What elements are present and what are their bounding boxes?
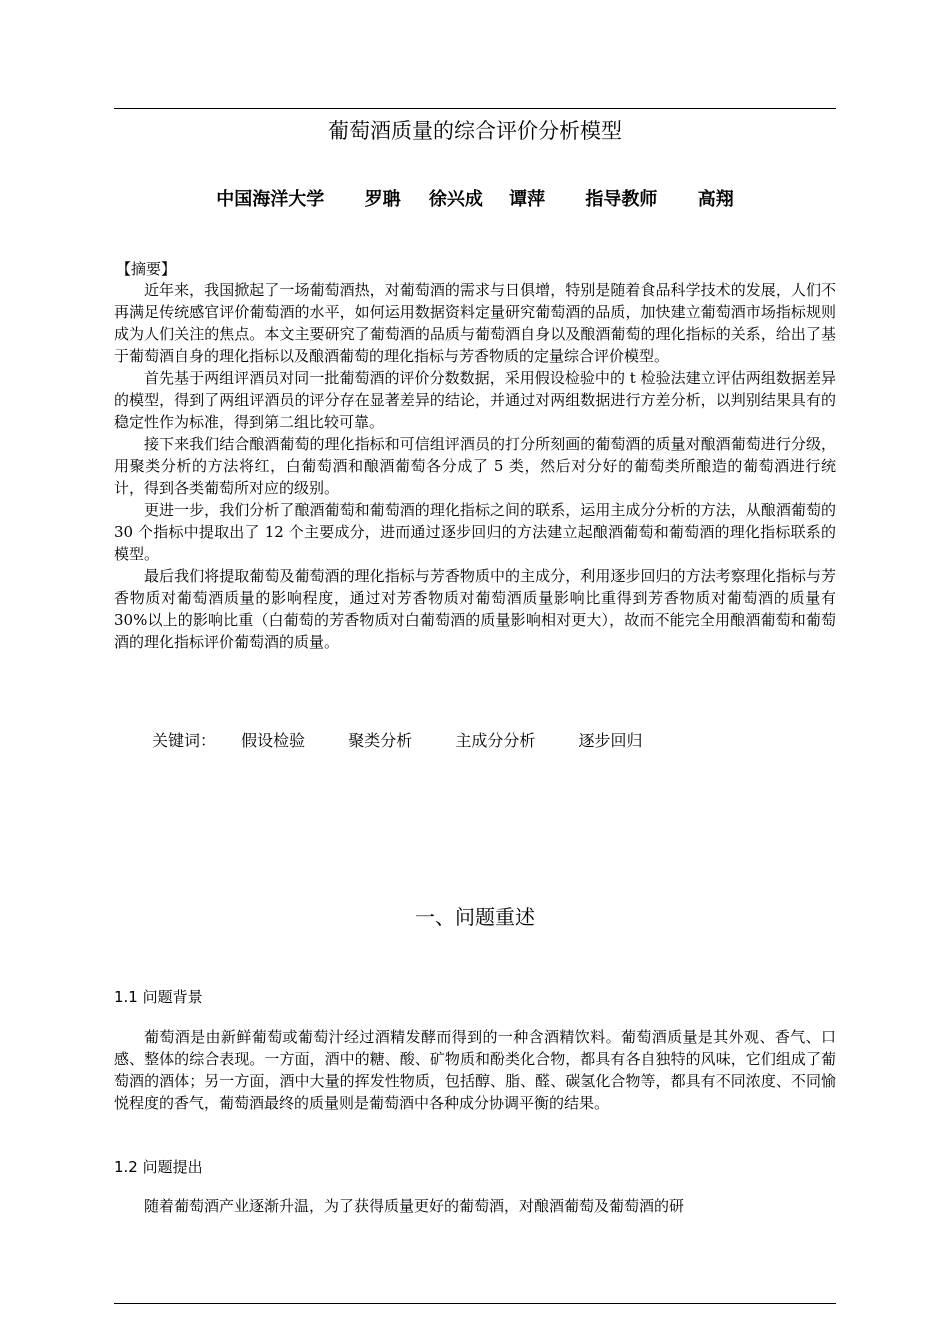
keyword: 聚类分析 (348, 731, 413, 750)
author-name: 徐兴成 (428, 189, 483, 210)
paper-title: 葡萄酒质量的综合评价分析模型 (328, 119, 622, 143)
abstract-paragraph: 近年来，我国掀起了一场葡萄酒热，对葡萄酒的需求与日俱增，特别是随着食品科学技术的发展，人们不再满足传统感官评价葡萄酒的水平，如何运用数据资料定量研究葡萄酒的品质，加快建立葡萄酒市场指标规则成为人们关注的焦点。本文主要研究了葡萄酒的品质与葡萄酒自身以及酿酒葡萄的理化指标的关系，给出了基于葡萄酒自身的理化指标以及酿酒葡萄的理化指标与芳香物质的定量综合评价模型。 (114, 281, 836, 365)
abstract-body (114, 279, 836, 653)
keywords-label: 关键词： (152, 731, 217, 750)
body-paragraph: 随着葡萄酒产业逐渐升温，为了获得质量更好的葡萄酒，对酿酒葡萄及葡萄酒的研 (144, 1197, 685, 1215)
author-school: 中国海洋大学 (216, 189, 325, 210)
author-name: 谭萍 (509, 189, 546, 210)
subsection-body (114, 1195, 836, 1217)
abstract-label: 【摘要】 (116, 260, 177, 278)
subsection-heading: 1.1 问题背景 (114, 988, 203, 1006)
footer-rule (114, 1303, 836, 1304)
subsection-body (114, 1026, 836, 1114)
abstract-paragraph: 更进一步，我们分析了酿酒葡萄和葡萄酒的理化指标之间的联系，运用主成分分析的方法，从酿酒葡萄的 30 个指标中提取出了 12 个主要成分，进而通过逐步回归的方法建立起酿酒葡萄和葡萄酒的理化指标联系的模型。 (114, 501, 836, 563)
subsection-heading: 1.2 问题提出 (114, 1158, 203, 1176)
advisor-label: 指导教师 (585, 189, 658, 210)
advisor-name: 高翔 (697, 189, 734, 210)
body-paragraph: 葡萄酒是由新鲜葡萄或葡萄汁经过酒精发酵而得到的一种含酒精饮料。葡萄酒质量是其外观、香气、口感、整体的综合表现。一方面，酒中的糖、酸、矿物质和酚类化合物，都具有各自独特的风味，它们组成了葡萄酒的酒体；另一方面，酒中大量的挥发性物质，包括醇、脂、醛、碳氢化合物等，都具有不同浓度、不同愉悦程度的香气，葡萄酒最终的质量则是葡萄酒中各种成分协调平衡的结果。 (114, 1028, 836, 1112)
keyword: 主成分分析 (455, 731, 536, 750)
section-title: 一、问题重述 (415, 905, 535, 929)
keyword: 假设检验 (241, 731, 306, 750)
keyword: 逐步回归 (578, 731, 643, 750)
abstract-paragraph: 最后我们将提取葡萄及葡萄酒的理化指标与芳香物质中的主成分，利用逐步回归的方法考察理化指标与芳香物质对葡萄酒质量的影响程度，通过对芳香物质对葡萄酒质量影响比重得到芳香物质对葡萄酒的质量有 30%以上的影响比重（白葡萄的芳香物质对白葡萄酒的质量影响相对更大），故而不能完全用酿酒葡萄和葡萄酒的理化指标评价葡萄酒的质量。 (114, 567, 836, 651)
keywords-line (152, 729, 642, 753)
abstract-paragraph: 接下来我们结合酿酒葡萄的理化指标和可信组评酒员的打分所刻画的葡萄酒的质量对酿酒葡萄进行分级，用聚类分析的方法将红，白葡萄酒和酿酒葡萄各分成了 5 类，然后对分好的葡萄类所酿造的葡萄酒进行统计，得到各类葡萄所对应的级别。 (114, 435, 836, 497)
abstract-paragraph: 首先基于两组评酒员对同一批葡萄酒的评价分数数据，采用假设检验中的 t 检验法建立评估两组数据差异的模型，得到了两组评酒员的评分存在显著差异的结论，并通过对两组数据进行方差分析，以判别结果具有的稳定性作为标准，得到第二组比较可靠。 (114, 369, 836, 431)
author-line (114, 186, 836, 214)
author-name: 罗聃 (364, 189, 401, 210)
header-rule (114, 108, 836, 109)
